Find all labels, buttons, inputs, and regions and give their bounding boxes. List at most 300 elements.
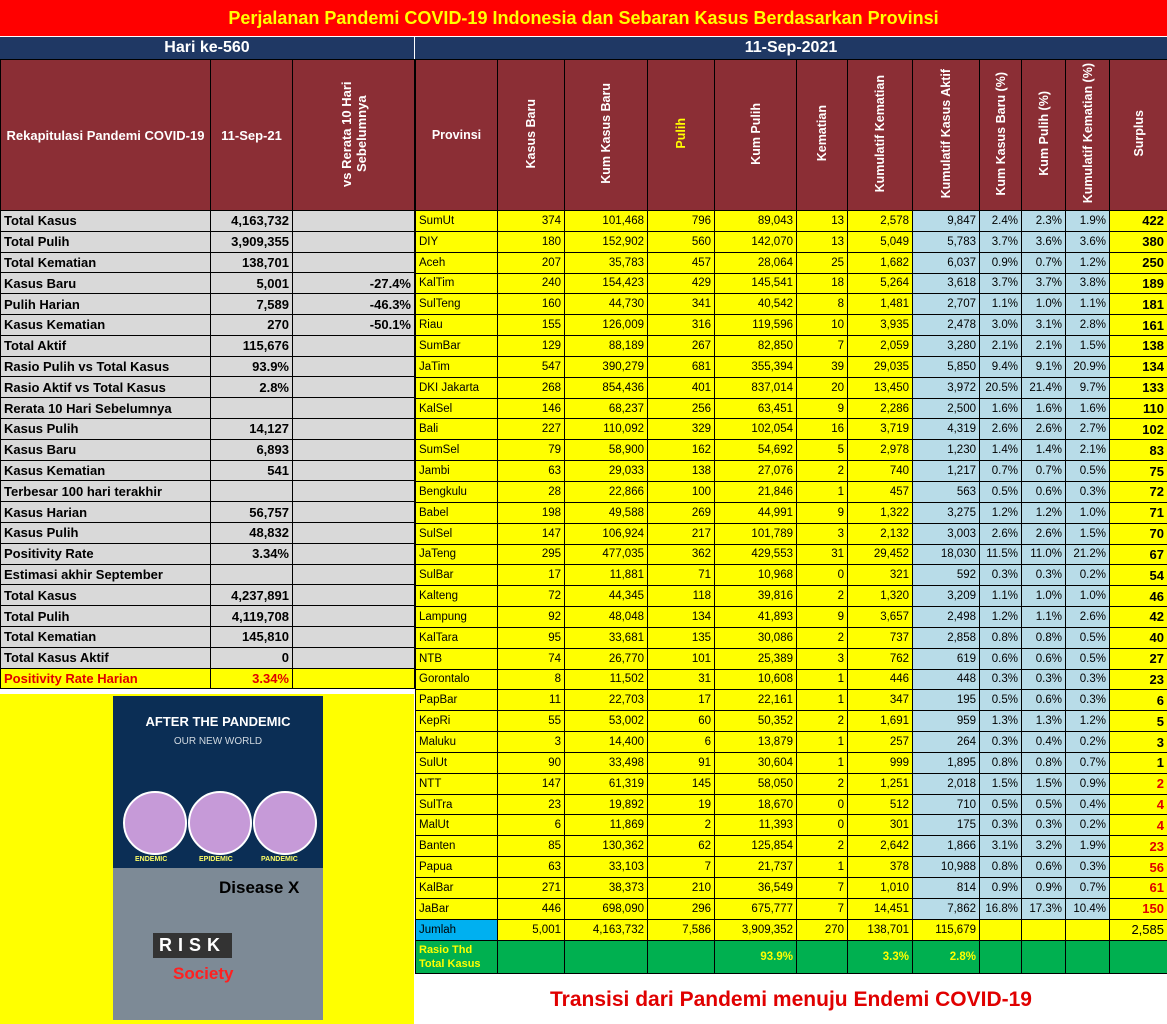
col-header: Kumulatif Kasus Aktif (913, 60, 980, 211)
cell-value: 29,035 (848, 356, 913, 377)
province-name: KalSel (416, 398, 498, 419)
cell-value: 269 (648, 502, 715, 523)
cell-value: 1.0% (1066, 586, 1110, 607)
recap-value (211, 481, 293, 502)
cell-value: 5,850 (913, 356, 980, 377)
cell-value: 7 (797, 878, 848, 899)
cell-value: 48,048 (565, 607, 648, 628)
province-row (416, 898, 1167, 919)
province-row (416, 669, 1167, 690)
cell-value: 26,770 (565, 648, 648, 669)
cell-value: 0.9% (980, 878, 1022, 899)
cell-value: 154,423 (565, 273, 648, 294)
cell-value: 27,076 (715, 461, 797, 482)
surplus-value: 71 (1110, 502, 1167, 523)
cell-value: 14,400 (565, 732, 648, 753)
cell-value: 91 (648, 752, 715, 773)
cell-value: 138 (648, 461, 715, 482)
cell-value: 20.5% (980, 377, 1022, 398)
province-name: SumUt (416, 211, 498, 232)
cell-value: 58,050 (715, 773, 797, 794)
cell-value: 2,858 (913, 627, 980, 648)
cell-value: 71 (648, 565, 715, 586)
recap-label: Total Kematian (1, 252, 211, 273)
province-table (415, 59, 1167, 974)
recap-change (293, 543, 415, 564)
cell-value: 0.3% (1022, 669, 1066, 690)
surplus-value: 70 (1110, 523, 1167, 544)
cell-value: 4,163,732 (565, 919, 648, 940)
cell-value: 17 (498, 565, 565, 586)
cell-value: 457 (848, 481, 913, 502)
cell-value: 54,692 (715, 440, 797, 461)
cell-value: 341 (648, 294, 715, 315)
recap-change: -50.1% (293, 314, 415, 335)
cell-value: 1,251 (848, 773, 913, 794)
book-cover-image (113, 696, 323, 1020)
cell-value: 20.9% (1066, 356, 1110, 377)
cell-value: 50,352 (715, 711, 797, 732)
surplus-value: 181 (1110, 294, 1167, 315)
cell-value: 9,847 (913, 211, 980, 232)
recap-value: 6,893 (211, 439, 293, 460)
recap-value: 0 (211, 647, 293, 668)
cell-value: 256 (648, 398, 715, 419)
cell-value: 1.6% (1022, 398, 1066, 419)
cell-value: 3.7% (1022, 273, 1066, 294)
cell-value: 8 (797, 294, 848, 315)
recap-row (1, 606, 415, 627)
cell-value: 271 (498, 878, 565, 899)
cell-value: 146 (498, 398, 565, 419)
province-name: NTB (416, 648, 498, 669)
cell-value: 118 (648, 586, 715, 607)
province-row (416, 544, 1167, 565)
province-name: DKI Jakarta (416, 377, 498, 398)
cell-value: 0.3% (1022, 565, 1066, 586)
cell-value: 85 (498, 836, 565, 857)
recap-row (1, 585, 415, 606)
day-count-header: Hari ke-560 (0, 37, 414, 59)
cell-value: 2.1% (980, 336, 1022, 357)
recap-row (1, 252, 415, 273)
recap-change (293, 647, 415, 668)
cell-value: 28,064 (715, 252, 797, 273)
province-name: KalTim (416, 273, 498, 294)
surplus-value: 133 (1110, 377, 1167, 398)
province-row (416, 711, 1167, 732)
cell-value: 11.5% (980, 544, 1022, 565)
surplus-value: 6 (1110, 690, 1167, 711)
cell-value: 74 (498, 648, 565, 669)
recap-value: 4,119,708 (211, 606, 293, 627)
province-row (416, 794, 1167, 815)
recap-value: 4,163,732 (211, 211, 293, 232)
recap-label: Kasus Harian (1, 502, 211, 523)
col-header: Kum Kasus Baru (565, 60, 648, 211)
recap-value: 2.8% (211, 377, 293, 398)
recap-label: Kasus Baru (1, 273, 211, 294)
cell-value: 1.5% (1066, 336, 1110, 357)
cell-value: 217 (648, 523, 715, 544)
cell-value: 63 (498, 461, 565, 482)
cell-value: 9 (797, 607, 848, 628)
recap-change (293, 398, 415, 419)
province-row (416, 690, 1167, 711)
province-name: Jumlah (416, 919, 498, 940)
cell-value: 130,362 (565, 836, 648, 857)
cell-value: 698,090 (565, 898, 648, 919)
cell-value: 7 (648, 857, 715, 878)
cell-value: 1.0% (1066, 502, 1110, 523)
province-name: KalTara (416, 627, 498, 648)
cell-value: 1 (797, 669, 848, 690)
cell-value: 1.3% (1022, 711, 1066, 732)
globe-icon (188, 791, 252, 855)
cell-value: 0.5% (980, 481, 1022, 502)
cell-value: 0.7% (1022, 252, 1066, 273)
recap-change (293, 585, 415, 606)
cell-value: 44,345 (565, 586, 648, 607)
cell-value: 547 (498, 356, 565, 377)
cell-value: 3 (797, 523, 848, 544)
cell-value: 0.2% (1066, 815, 1110, 836)
cell-value: 0.6% (1022, 481, 1066, 502)
cell-value: 429,553 (715, 544, 797, 565)
recap-label: Total Kasus (1, 585, 211, 606)
cell-value: 106,924 (565, 523, 648, 544)
province-row (416, 627, 1167, 648)
cell-value: 102,054 (715, 419, 797, 440)
province-row (416, 857, 1167, 878)
surplus-value: 150 (1110, 898, 1167, 919)
cell-value: 38,373 (565, 878, 648, 899)
cell-value: 457 (648, 252, 715, 273)
province-row (416, 773, 1167, 794)
cell-value: 11.0% (1022, 544, 1066, 565)
recap-label: Total Kasus Aktif (1, 647, 211, 668)
cell-value: 25,389 (715, 648, 797, 669)
province-row (416, 211, 1167, 232)
cell-value: 0.3% (980, 565, 1022, 586)
cell-value: 301 (848, 815, 913, 836)
recap-change (293, 668, 415, 689)
province-row (416, 523, 1167, 544)
cell-value: 88,189 (565, 336, 648, 357)
cell-value: 119,596 (715, 315, 797, 336)
cell-value: 175 (913, 815, 980, 836)
cell-value: 257 (848, 732, 913, 753)
cell-value: 854,436 (565, 377, 648, 398)
cell-value: 5,049 (848, 231, 913, 252)
cell-value: 1.5% (1022, 773, 1066, 794)
cell-value: 160 (498, 294, 565, 315)
province-name: Jambi (416, 461, 498, 482)
cell-value: 1.2% (1066, 252, 1110, 273)
cell-value: 126,009 (565, 315, 648, 336)
recap-row (1, 231, 415, 252)
cell-value: 3.1% (980, 836, 1022, 857)
province-name: MalUt (416, 815, 498, 836)
cell-value: 0.3% (1066, 857, 1110, 878)
cell-value: 0.5% (980, 690, 1022, 711)
date-header: 11-Sep-2021 (415, 37, 1167, 59)
total-row (416, 919, 1167, 940)
cell-value: 17 (648, 690, 715, 711)
cell-value: 22,161 (715, 690, 797, 711)
cell-value: 0.8% (980, 857, 1022, 878)
cell-value: 115,679 (913, 919, 980, 940)
cell-value: 44,730 (565, 294, 648, 315)
cell-value: 378 (848, 857, 913, 878)
cell-value: 5,264 (848, 273, 913, 294)
cell-value: 40,542 (715, 294, 797, 315)
cell-value: 2 (797, 836, 848, 857)
cell-value: 58,900 (565, 440, 648, 461)
cell-value: 1,320 (848, 586, 913, 607)
cell-value: 0.3% (980, 669, 1022, 690)
province-name: NTT (416, 773, 498, 794)
cell-value: 0.7% (1066, 752, 1110, 773)
cell-value: 8 (498, 669, 565, 690)
province-row (416, 336, 1167, 357)
cell-value: 592 (913, 565, 980, 586)
cell-value: 1.5% (980, 773, 1022, 794)
province-name: Babel (416, 502, 498, 523)
cell-value: 0.6% (980, 648, 1022, 669)
cell-value: 3,209 (913, 586, 980, 607)
col-header: Kum Pulih (715, 60, 797, 211)
province-name: Rasio Thd Total Kasus (416, 940, 498, 973)
cell-value: 10,988 (913, 857, 980, 878)
cell-value: 1.9% (1066, 211, 1110, 232)
cell-value: 619 (913, 648, 980, 669)
cell-value: 959 (913, 711, 980, 732)
cell-value: 2,707 (913, 294, 980, 315)
cell-value: 11,869 (565, 815, 648, 836)
cell-value: 89,043 (715, 211, 797, 232)
cell-value: 0.4% (1022, 732, 1066, 753)
surplus-value: 27 (1110, 648, 1167, 669)
province-row (416, 461, 1167, 482)
recap-label: Total Kematian (1, 626, 211, 647)
recap-row (1, 502, 415, 523)
cell-value: 2,059 (848, 336, 913, 357)
cell-value: 22,703 (565, 690, 648, 711)
cell-value: 55 (498, 711, 565, 732)
cell-value: 33,498 (565, 752, 648, 773)
cell-value: 796 (648, 211, 715, 232)
cell-value: 16 (797, 419, 848, 440)
cell-value: 147 (498, 773, 565, 794)
cell-value: 9.4% (980, 356, 1022, 377)
cell-value: 2 (648, 815, 715, 836)
recap-label: Kasus Pulih (1, 522, 211, 543)
recap-row (1, 668, 415, 689)
cell-value: 19 (648, 794, 715, 815)
recap-change (293, 522, 415, 543)
cell-value: 512 (848, 794, 913, 815)
recap-label: Kasus Kematian (1, 314, 211, 335)
cell-value: 30,604 (715, 752, 797, 773)
cell-value: 5,783 (913, 231, 980, 252)
province-row (416, 377, 1167, 398)
surplus-value: 110 (1110, 398, 1167, 419)
surplus-value: 4 (1110, 815, 1167, 836)
cell-value: 1.1% (980, 294, 1022, 315)
cell-value: 21,846 (715, 481, 797, 502)
cell-value: 3.8% (1066, 273, 1110, 294)
cell-value: 0 (797, 794, 848, 815)
footer-caption: Transisi dari Pandemi menuju Endemi COVID-19 (550, 988, 1032, 1011)
cell-value: 429 (648, 273, 715, 294)
cell-value: 0.2% (1066, 565, 1110, 586)
recap-change (293, 252, 415, 273)
cell-value: 355,394 (715, 356, 797, 377)
recap-change (293, 335, 415, 356)
cell-value: 0.3% (980, 815, 1022, 836)
cell-value: 1,230 (913, 440, 980, 461)
recap-table (0, 59, 415, 689)
cell-value: 72 (498, 586, 565, 607)
cell-value: 3,972 (913, 377, 980, 398)
cell-value: 1.6% (1066, 398, 1110, 419)
page-title: Perjalanan Pandemi COVID-19 Indonesia dan Sebaran Kasus Berdasarkan Provinsi (0, 0, 1167, 36)
cell-value: 62 (648, 836, 715, 857)
cell-value: 3,280 (913, 336, 980, 357)
cell-value: 29,033 (565, 461, 648, 482)
cell-value: 3.6% (1066, 231, 1110, 252)
cell-value: 7,586 (648, 919, 715, 940)
cell-value: 740 (848, 461, 913, 482)
cell-value: 2,018 (913, 773, 980, 794)
cell-value: 147 (498, 523, 565, 544)
col-header: Kasus Baru (498, 60, 565, 211)
col-header: Provinsi (416, 60, 498, 211)
province-row (416, 607, 1167, 628)
cell-value: 21.2% (1066, 544, 1110, 565)
cell-value: 321 (848, 565, 913, 586)
cell-value: 0.2% (1066, 732, 1110, 753)
recap-row (1, 522, 415, 543)
recap-label: Rerata 10 Hari Sebelumnya (1, 398, 211, 419)
epidemic-label: EPIDEMIC (199, 856, 233, 863)
cell-value: 3,719 (848, 419, 913, 440)
cell-value (565, 940, 648, 973)
cell-value: 1.2% (1022, 502, 1066, 523)
col-header: Kumulatif Kematian (848, 60, 913, 211)
surplus-value: 2 (1110, 773, 1167, 794)
province-name: PapBar (416, 690, 498, 711)
cell-value: 1.9% (1066, 836, 1110, 857)
cell-value: 125,854 (715, 836, 797, 857)
cell-value: 1,481 (848, 294, 913, 315)
cell-value: 0.3% (1066, 481, 1110, 502)
province-name: Riau (416, 315, 498, 336)
cell-value: 3.7% (980, 273, 1022, 294)
cell-value: 92 (498, 607, 565, 628)
book-title: AFTER THE PANDEMIC (145, 714, 291, 729)
cell-value: 7 (797, 336, 848, 357)
recap-label: Positivity Rate (1, 543, 211, 564)
cell-value (980, 919, 1022, 940)
cell-value: 2,286 (848, 398, 913, 419)
cell-value: 1,010 (848, 878, 913, 899)
cell-value: 10.4% (1066, 898, 1110, 919)
recap-label: Kasus Pulih (1, 418, 211, 439)
cell-value: 0.8% (980, 752, 1022, 773)
recap-value: 270 (211, 314, 293, 335)
province-name: Lampung (416, 607, 498, 628)
recap-row (1, 273, 415, 294)
cell-value: 3,003 (913, 523, 980, 544)
cell-value: 6 (498, 815, 565, 836)
cell-value: 93.9% (715, 940, 797, 973)
cell-value: 68,237 (565, 398, 648, 419)
cell-value: 5,001 (498, 919, 565, 940)
cell-value: 296 (648, 898, 715, 919)
risk-text: RISK (153, 933, 232, 958)
cell-value: 63,451 (715, 398, 797, 419)
province-row (416, 586, 1167, 607)
globe-icon (123, 791, 187, 855)
recap-label: Terbesar 100 hari terakhir (1, 481, 211, 502)
recap-change (293, 356, 415, 377)
cell-value (498, 940, 565, 973)
cell-value: 0 (797, 815, 848, 836)
province-name: JaTeng (416, 544, 498, 565)
cell-value: 0.9% (980, 252, 1022, 273)
col-header: Kematian (797, 60, 848, 211)
cell-value: 33,103 (565, 857, 648, 878)
cell-value: 49,588 (565, 502, 648, 523)
cell-value: 227 (498, 419, 565, 440)
cell-value: 3,275 (913, 502, 980, 523)
cell-value: 7,862 (913, 898, 980, 919)
recap-row (1, 418, 415, 439)
province-name: KalBar (416, 878, 498, 899)
recap-change (293, 460, 415, 481)
recap-value: 145,810 (211, 626, 293, 647)
cell-value: 41,893 (715, 607, 797, 628)
recap-row (1, 626, 415, 647)
cell-value: 142,070 (715, 231, 797, 252)
cell-value: 28 (498, 481, 565, 502)
cell-value: 1.2% (980, 607, 1022, 628)
surplus-value: 422 (1110, 211, 1167, 232)
province-name: SulTeng (416, 294, 498, 315)
cell-value: 39 (797, 356, 848, 377)
cell-value: 837,014 (715, 377, 797, 398)
cell-value: 10,968 (715, 565, 797, 586)
cell-value: 2.6% (980, 523, 1022, 544)
province-row (416, 252, 1167, 273)
cell-value: 11 (498, 690, 565, 711)
cell-value: 25 (797, 252, 848, 273)
province-row (416, 273, 1167, 294)
cell-value: 268 (498, 377, 565, 398)
province-row (416, 481, 1167, 502)
cell-value: 100 (648, 481, 715, 502)
cell-value: 145,541 (715, 273, 797, 294)
surplus-value: 46 (1110, 586, 1167, 607)
province-name: Kalteng (416, 586, 498, 607)
cell-value: 19,892 (565, 794, 648, 815)
cell-value: 3,618 (913, 273, 980, 294)
cell-value: 563 (913, 481, 980, 502)
surplus-value: 4 (1110, 794, 1167, 815)
cell-value: 401 (648, 377, 715, 398)
